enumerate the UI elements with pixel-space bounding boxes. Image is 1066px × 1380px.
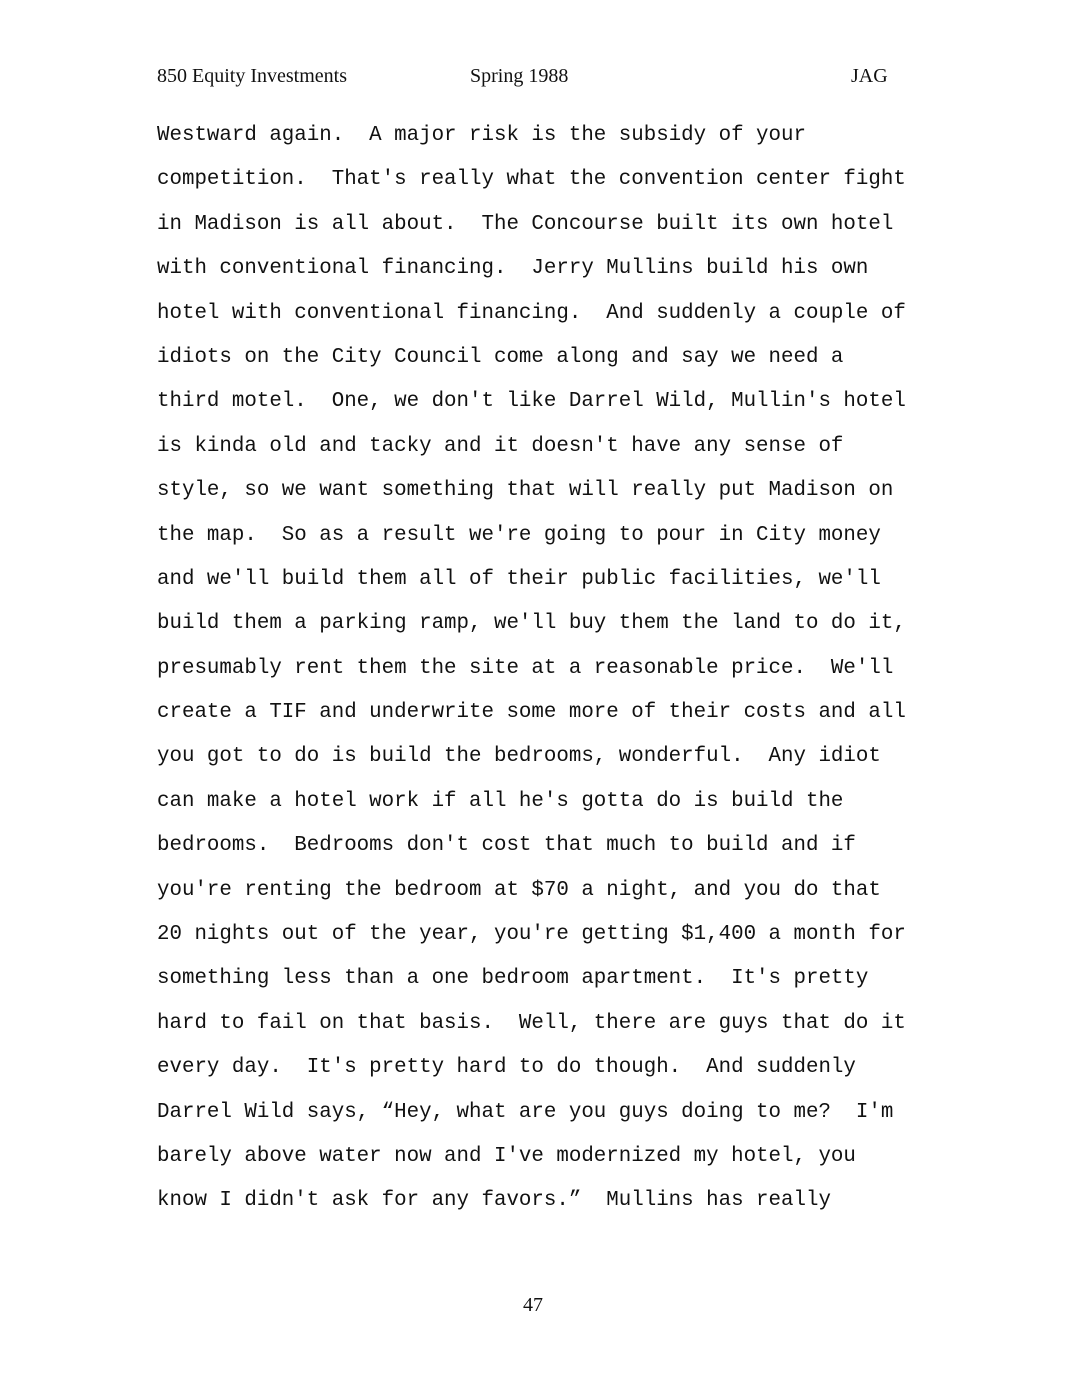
text-line: build them a parking ramp, we'll buy them the land to do it, [157, 612, 906, 636]
text-line: create a TIF and underwrite some more of their costs and all [157, 701, 906, 725]
text-line: with conventional financing. Jerry Mullins build his own [157, 257, 869, 281]
text-line: hard to fail on that basis. Well, there are guys that do it [157, 1011, 906, 1035]
text-line: style, so we want something that will really put Madison on [157, 479, 894, 503]
text-line: is kinda old and tacky and it doesn't have any sense of [157, 434, 844, 458]
page-number: 47 [523, 1294, 543, 1316]
text-line: you got to do is build the bedrooms, wonderful. Any idiot [157, 745, 881, 769]
text-line: barely above water now and I've modernized my hotel, you [157, 1144, 856, 1168]
text-line: 20 nights out of the year, you're getting $1,400 a month for [157, 923, 906, 947]
text-line: something less than a one bedroom apartment. It's pretty [157, 967, 869, 991]
text-line: competition. That's really what the convention center fight [157, 168, 906, 192]
text-line: Darrel Wild says, “Hey, what are you guys doing to me? I'm [157, 1100, 894, 1124]
text-line: Westward again. A major risk is the subsidy of your [157, 124, 806, 147]
header-term: Spring 1988 [470, 65, 569, 87]
text-line: bedrooms. Bedrooms don't cost that much to build and if [157, 834, 856, 858]
text-line: know I didn't ask for any favors.” Mullins has really [157, 1189, 831, 1213]
text-line: third motel. One, we don't like Darrel Wild, Mullin's hotel [157, 390, 906, 414]
header-initials: JAG [851, 65, 888, 87]
text-line: can make a hotel work if all he's gotta do is build the [157, 789, 844, 813]
text-line: and we'll build them all of their public facilities, we'll [157, 567, 881, 591]
text-line: every day. It's pretty hard to do though. And suddenly [157, 1056, 856, 1080]
text-line: in Madison is all about. The Concourse built its own hotel [157, 212, 894, 236]
text-line: the map. So as a result we're going to pour in City money [157, 523, 881, 547]
text-line: hotel with conventional financing. And suddenly a couple of [157, 301, 906, 325]
text-line: idiots on the City Council come along and say we need a [157, 345, 844, 369]
text-line: you're renting the bedroom at $70 a night, and you do that [157, 878, 881, 902]
header-course-title: 850 Equity Investments [157, 65, 347, 87]
text-line: presumably rent them the site at a reasonable price. We'll [157, 656, 894, 680]
transcript-body [157, 122, 947, 1232]
